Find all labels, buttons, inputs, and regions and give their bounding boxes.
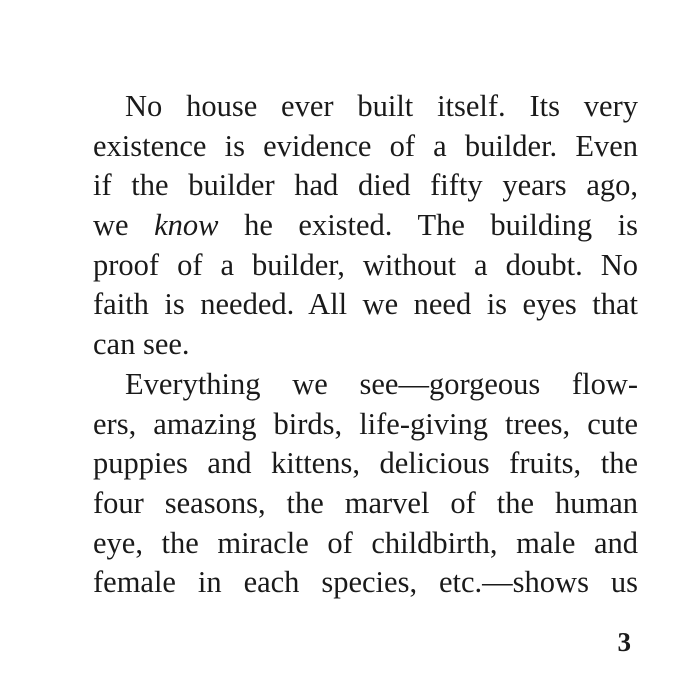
text-fragment: we <box>93 208 155 243</box>
text-line: female in each species, etc.—shows us <box>93 565 638 600</box>
body-text <box>93 87 638 603</box>
page-number: 3 <box>617 627 631 657</box>
text-line: Everything we see—gorgeous flow- <box>125 366 638 401</box>
text-line: can see. <box>93 327 190 362</box>
text-line: No house ever built itself. Its very <box>125 89 638 123</box>
text-fragment: he existed. The building is <box>218 208 638 243</box>
text-line: puppies and kittens, delicious fruits, the <box>93 446 638 481</box>
text-line: four seasons, the marvel of the human <box>93 485 638 520</box>
paragraph-1 <box>93 87 638 365</box>
text-line: proof of a builder, without a doubt. No <box>93 247 638 282</box>
text-line: eye, the miracle of childbirth, male and <box>93 525 638 560</box>
text-line: if the builder had died fifty years ago, <box>93 168 638 203</box>
text-line: existence is evidence of a builder. Even <box>93 128 638 163</box>
text-line <box>93 206 638 246</box>
text-line: faith is needed. All we need is eyes that <box>93 287 638 322</box>
paragraph-2 <box>93 365 638 603</box>
text-line: ers, amazing birds, life-giving trees, cute <box>93 406 638 441</box>
emphasized-word: know <box>154 208 219 243</box>
